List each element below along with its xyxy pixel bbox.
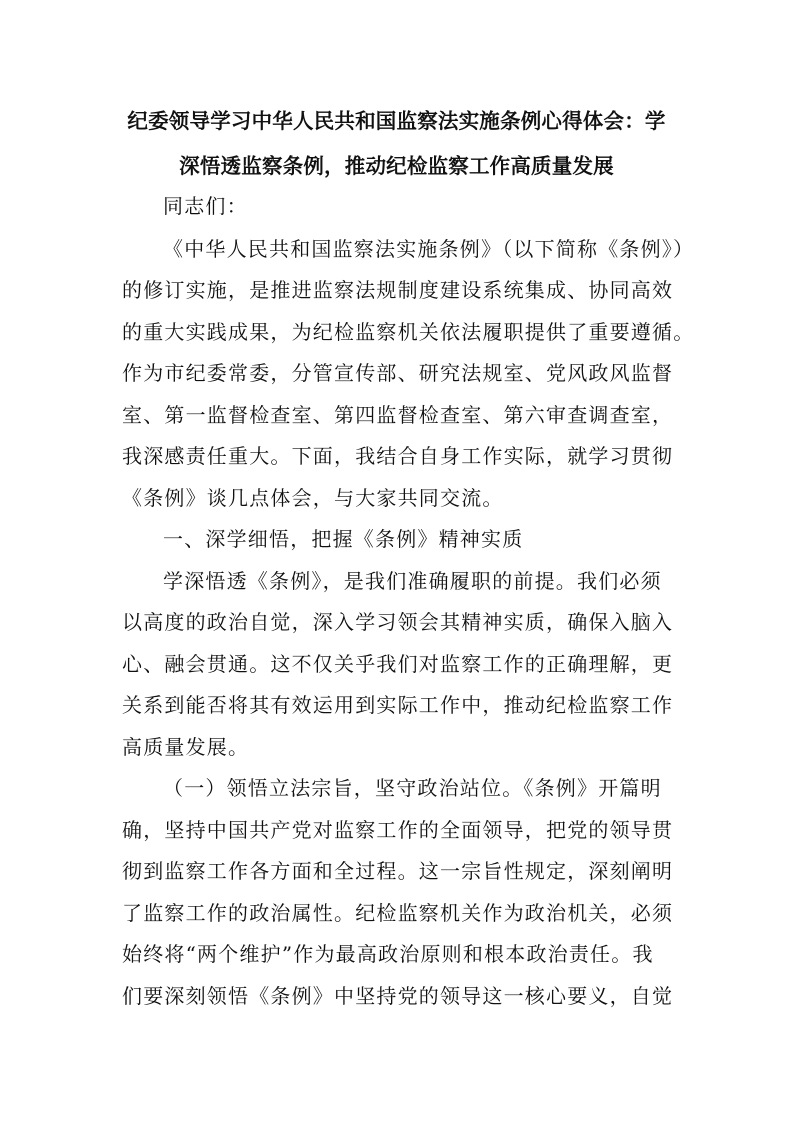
paragraph-line: 我深感责任重大。下面，我结合自身工作实际，就学习贯彻 <box>122 444 674 468</box>
paragraph-line: 彻到监察工作各方面和全过程。这一宗旨性规定，深刻阐明 <box>122 859 674 883</box>
paragraph-line: 心、融会贯通。这不仅关乎我们对监察工作的正确理解，更 <box>122 652 674 676</box>
paragraph-line: 以高度的政治自觉，深入学习领会其精神实质，确保入脑入 <box>122 610 674 634</box>
paragraph-line: 《中华人民共和国监察法实施条例》（以下简称《条例》） <box>163 237 695 261</box>
paragraph-line: 们要深刻领悟《条例》中坚持党的领导这一核心要义，自觉 <box>122 984 674 1008</box>
salutation: 同志们： <box>163 194 248 218</box>
paragraph-line: 作为市纪委常委，分管宣传部、研究法规室、党风政风监督 <box>122 361 674 385</box>
paragraph-line: 高质量发展。 <box>122 735 250 759</box>
paragraph-line: 关系到能否将其有效运用到实际工作中，推动纪检监察工作 <box>122 693 674 717</box>
paragraph-line: 的修订实施，是推进监察法规制度建设系统集成、协同高效 <box>122 278 674 302</box>
document-title-line-2: 深悟透监察条例，推动纪检监察工作高质量发展 <box>179 154 614 178</box>
paragraph-line: 的重大实践成果，为纪检监察机关依法履职提供了重要遵循。 <box>122 320 695 344</box>
paragraph-line: 始终将“两个维护”作为最高政治原则和根本政治责任。我 <box>122 942 654 966</box>
paragraph-line: 了监察工作的政治属性。纪检监察机关作为政治机关，必须 <box>122 901 674 925</box>
section-heading: 一、深学细悟，把握《条例》精神实质 <box>163 527 524 551</box>
paragraph-line: （一）领悟立法宗旨，坚守政治站位。《条例》开篇明 <box>163 776 662 800</box>
paragraph-line: 室、第一监督检查室、第四监督检查室、第六审查调查室， <box>122 403 674 427</box>
document-title-line-1: 纪委领导学习中华人民共和国监察法实施条例心得体会：学 <box>127 109 666 133</box>
paragraph-line: 确，坚持中国共产党对监察工作的全面领导，把党的领导贯 <box>122 818 674 842</box>
paragraph-line: 《条例》谈几点体会，与大家共同交流。 <box>122 486 504 510</box>
paragraph-line: 学深悟透《条例》，是我们准确履职的前提。我们必须 <box>163 569 662 593</box>
